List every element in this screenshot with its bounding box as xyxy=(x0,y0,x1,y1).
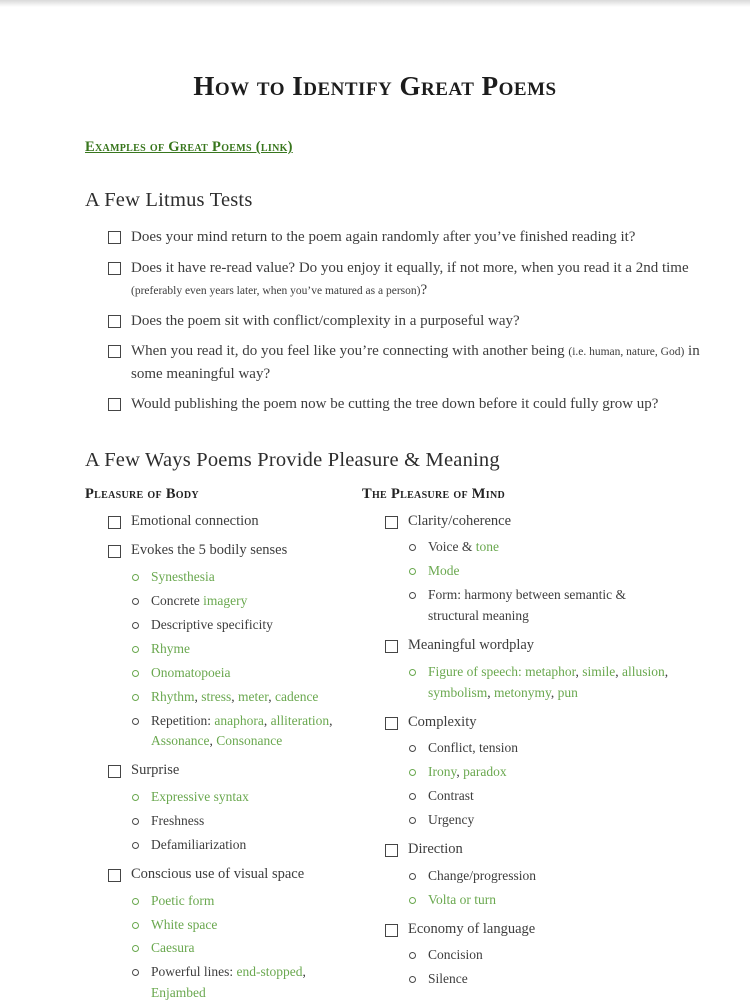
checkbox-icon[interactable] xyxy=(385,640,398,653)
text-run: Direction xyxy=(408,841,463,857)
green-term: symbolism xyxy=(428,685,487,700)
checkbox-icon[interactable] xyxy=(385,844,398,857)
text-run: Voice & xyxy=(428,539,476,554)
bullet-circle-icon xyxy=(409,669,416,676)
bullet-circle-icon xyxy=(132,922,139,929)
document-page xyxy=(0,7,750,1007)
text-run: , xyxy=(456,764,463,779)
column-header: The Pleasure of Mind xyxy=(362,486,702,503)
bullet-circle-icon xyxy=(132,622,139,629)
checkbox-icon[interactable] xyxy=(108,398,121,411)
bullet-item-text xyxy=(151,663,230,684)
bullet-item-text xyxy=(151,711,362,753)
green-term: Consonance xyxy=(216,733,282,748)
group-item xyxy=(85,864,362,886)
bullet-circle-icon xyxy=(409,793,416,800)
text-run: , xyxy=(487,685,494,700)
checkbox-icon[interactable] xyxy=(108,545,121,558)
bullet-item-text xyxy=(428,969,468,990)
bullet-item-text xyxy=(151,938,194,959)
ways-column xyxy=(362,486,702,1007)
text-run: When you read it, do you feel like you’re connecting with another being xyxy=(131,343,568,359)
litmus-item-text xyxy=(131,393,658,416)
bullet-item-text xyxy=(428,762,507,783)
bullet-item xyxy=(362,786,702,807)
green-term: imagery xyxy=(203,593,247,608)
bullet-item xyxy=(85,891,362,912)
bullet-item-text xyxy=(151,915,217,936)
text-run: Emotional connection xyxy=(131,513,259,529)
text-run: , xyxy=(231,689,238,704)
bullet-item xyxy=(362,762,702,783)
litmus-item-text xyxy=(131,310,520,333)
group-label xyxy=(408,511,511,533)
text-run: Descriptive specificity xyxy=(151,617,273,632)
green-term: anaphora xyxy=(214,713,263,728)
text-run: , xyxy=(329,713,332,728)
bullet-item xyxy=(362,866,702,887)
litmus-item-text xyxy=(131,340,712,385)
bullet-circle-icon xyxy=(409,592,416,599)
green-term: cadence xyxy=(275,689,318,704)
bullet-item-text xyxy=(151,567,215,588)
text-run: Contrast xyxy=(428,788,474,803)
bullet-item xyxy=(85,639,362,660)
text-run: in some meaningful way? xyxy=(131,343,700,382)
bullet-item-text xyxy=(428,890,496,911)
litmus-item xyxy=(85,393,712,416)
text-run: Powerful lines: xyxy=(151,964,237,979)
bullet-item-text xyxy=(428,662,678,704)
bullet-item-text xyxy=(151,639,190,660)
text-run: Form: harmony between semantic & structural meaning xyxy=(428,587,626,623)
text-run: Change/progression xyxy=(428,868,536,883)
bullet-item xyxy=(85,787,362,808)
bullet-item-text xyxy=(428,738,518,759)
group-label xyxy=(408,712,476,734)
litmus-item-text xyxy=(131,257,712,302)
bullet-circle-icon xyxy=(409,897,416,904)
bullet-item-text xyxy=(428,585,678,627)
litmus-tests-heading: A Few Litmus Tests xyxy=(85,189,712,212)
group-item xyxy=(85,540,362,562)
text-run: Surprise xyxy=(131,762,179,778)
page-top-edge-shadow xyxy=(0,0,750,7)
litmus-item xyxy=(85,310,712,333)
checkbox-icon[interactable] xyxy=(385,717,398,730)
text-run: Does the poem sit with conflict/complexity in a purposeful way? xyxy=(131,313,520,329)
text-run: Defamiliarization xyxy=(151,837,246,852)
group-label xyxy=(408,839,463,861)
ways-column xyxy=(85,486,362,1007)
green-term: Assonance xyxy=(151,733,209,748)
bullet-circle-icon xyxy=(409,769,416,776)
group-item xyxy=(85,760,362,782)
bullet-circle-icon xyxy=(132,842,139,849)
bullet-item xyxy=(362,738,702,759)
checkbox-icon[interactable] xyxy=(385,516,398,529)
green-term: allusion xyxy=(622,664,665,679)
bullet-circle-icon xyxy=(132,598,139,605)
checkbox-icon[interactable] xyxy=(108,345,121,358)
text-run: , xyxy=(264,713,271,728)
bullet-item xyxy=(85,663,362,684)
text-run: , xyxy=(195,689,202,704)
group-label xyxy=(131,540,287,562)
green-term: Caesura xyxy=(151,940,194,955)
bullet-circle-icon xyxy=(132,670,139,677)
bullet-item xyxy=(362,662,702,704)
green-term: Rhyme xyxy=(151,641,190,656)
bullet-circle-icon xyxy=(132,794,139,801)
bullet-item xyxy=(85,962,362,1004)
text-run: Does your mind return to the poem again randomly after you’ve finished reading it? xyxy=(131,229,635,245)
bullet-circle-icon xyxy=(132,718,139,725)
bullet-item xyxy=(85,615,362,636)
bullet-item xyxy=(85,938,362,959)
text-run: , xyxy=(209,733,216,748)
bullet-circle-icon xyxy=(132,574,139,581)
bullet-item xyxy=(362,537,702,558)
checkbox-icon[interactable] xyxy=(108,516,121,529)
green-term: Expressive syntax xyxy=(151,789,249,804)
bullet-item-text xyxy=(428,866,536,887)
bullet-item-text xyxy=(151,591,247,612)
text-run: Conflict, tension xyxy=(428,740,518,755)
checkbox-icon[interactable] xyxy=(108,315,121,328)
bullet-circle-icon xyxy=(409,976,416,983)
text-run: Repetition: xyxy=(151,713,214,728)
group-label xyxy=(131,864,304,886)
text-run: Evokes the 5 bodily senses xyxy=(131,542,287,558)
checkbox-icon[interactable] xyxy=(108,765,121,778)
bullet-circle-icon xyxy=(132,969,139,976)
text-run: Urgency xyxy=(428,812,474,827)
green-term: Enjambed xyxy=(151,985,206,1000)
bullet-item-text xyxy=(428,561,460,582)
text-run: Silence xyxy=(428,971,468,986)
green-term: tone xyxy=(476,539,499,554)
litmus-list xyxy=(85,226,712,416)
bullet-circle-icon xyxy=(132,818,139,825)
bullet-item-text xyxy=(151,787,249,808)
green-term: simile xyxy=(582,664,615,679)
text-run: Meaningful wordplay xyxy=(408,637,534,653)
litmus-item xyxy=(85,340,712,385)
group-item xyxy=(85,511,362,533)
bullet-item-text xyxy=(428,810,474,831)
green-term: metonymy xyxy=(494,685,551,700)
group-item xyxy=(362,635,702,657)
text-run: Does it have re-read value? Do you enjoy it equally, if not more, when you read it a 2nd time xyxy=(131,260,689,276)
text-run: Would publishing the poem now be cutting the tree down before it could fully grow up? xyxy=(131,396,658,412)
bullet-item-text xyxy=(151,962,362,1004)
text-run: (preferably even years later, when you’ve matured as a person) xyxy=(131,285,420,297)
green-term: Poetic form xyxy=(151,893,214,908)
green-term: alliteration xyxy=(271,713,329,728)
group-item xyxy=(362,919,702,941)
text-run: (i.e. human, nature, God) xyxy=(568,346,684,358)
group-label xyxy=(408,919,535,941)
text-run: , xyxy=(551,685,558,700)
bullet-item xyxy=(362,585,702,627)
bullet-item xyxy=(85,711,362,753)
text-run: ? xyxy=(420,282,427,298)
checkbox-icon[interactable] xyxy=(385,924,398,937)
green-term: stress xyxy=(201,689,231,704)
bullet-circle-icon xyxy=(132,694,139,701)
bullet-item-text xyxy=(428,537,499,558)
bullet-circle-icon xyxy=(132,945,139,952)
bullet-item-text xyxy=(428,945,483,966)
group-label xyxy=(408,635,534,657)
checkbox-icon[interactable] xyxy=(108,231,121,244)
text-run: , xyxy=(615,664,622,679)
green-term: pun xyxy=(558,685,578,700)
litmus-item-text xyxy=(131,226,635,249)
ways-heading: A Few Ways Poems Provide Pleasure & Meaning xyxy=(85,449,712,472)
bullet-item xyxy=(85,687,362,708)
green-term: end-stopped xyxy=(237,964,303,979)
checkbox-icon[interactable] xyxy=(108,262,121,275)
text-run: Conscious use of visual space xyxy=(131,866,304,882)
text-run: Concrete xyxy=(151,593,203,608)
text-run: Economy of language xyxy=(408,921,535,937)
text-run: Complexity xyxy=(408,714,476,730)
green-term: Volta or turn xyxy=(428,892,496,907)
group-item xyxy=(362,839,702,861)
bullet-item xyxy=(362,561,702,582)
bullet-circle-icon xyxy=(409,817,416,824)
bullet-item-text xyxy=(151,615,273,636)
bullet-item xyxy=(362,969,702,990)
bullet-item xyxy=(362,810,702,831)
green-term: Irony xyxy=(428,764,456,779)
group-label xyxy=(131,760,179,782)
text-run: , xyxy=(576,664,583,679)
green-term: Synesthesia xyxy=(151,569,215,584)
bullet-item xyxy=(85,915,362,936)
green-term: White space xyxy=(151,917,217,932)
bullet-item xyxy=(85,567,362,588)
green-term: paradox xyxy=(463,764,506,779)
green-term: Rhythm xyxy=(151,689,195,704)
group-item xyxy=(362,511,702,533)
green-term: meter xyxy=(238,689,268,704)
document-body xyxy=(85,102,712,1007)
bullet-item xyxy=(85,591,362,612)
green-term: Mode xyxy=(428,563,460,578)
text-run: Clarity/coherence xyxy=(408,513,511,529)
bullet-circle-icon xyxy=(132,898,139,905)
bullet-item xyxy=(85,811,362,832)
bullet-circle-icon xyxy=(409,745,416,752)
bullet-item-text xyxy=(151,835,246,856)
bullet-circle-icon xyxy=(409,568,416,575)
ways-columns xyxy=(85,486,712,1007)
bullet-item-text xyxy=(151,891,214,912)
bullet-item xyxy=(85,835,362,856)
group-item xyxy=(362,712,702,734)
bullet-item-text xyxy=(151,687,318,708)
text-run: , xyxy=(302,964,305,979)
column-header: Pleasure of Body xyxy=(85,486,362,503)
document-title: How to Identify Great Poems xyxy=(0,71,750,102)
group-label xyxy=(131,511,259,533)
litmus-item xyxy=(85,226,712,249)
text-run: Freshness xyxy=(151,813,204,828)
bullet-item xyxy=(362,890,702,911)
examples-of-great-poems-link[interactable]: Examples of Great Poems (link) xyxy=(85,139,293,156)
bullet-item-text xyxy=(428,786,474,807)
green-term: Onomatopoeia xyxy=(151,665,230,680)
checkbox-icon[interactable] xyxy=(108,869,121,882)
litmus-item xyxy=(85,257,712,302)
text-run: Concision xyxy=(428,947,483,962)
bullet-circle-icon xyxy=(409,544,416,551)
green-term: Figure of speech: metaphor xyxy=(428,664,576,679)
bullet-item xyxy=(362,945,702,966)
text-run: , xyxy=(665,664,668,679)
bullet-circle-icon xyxy=(132,646,139,653)
text-run: , xyxy=(268,689,275,704)
bullet-item-text xyxy=(151,811,204,832)
bullet-circle-icon xyxy=(409,873,416,880)
bullet-circle-icon xyxy=(409,952,416,959)
